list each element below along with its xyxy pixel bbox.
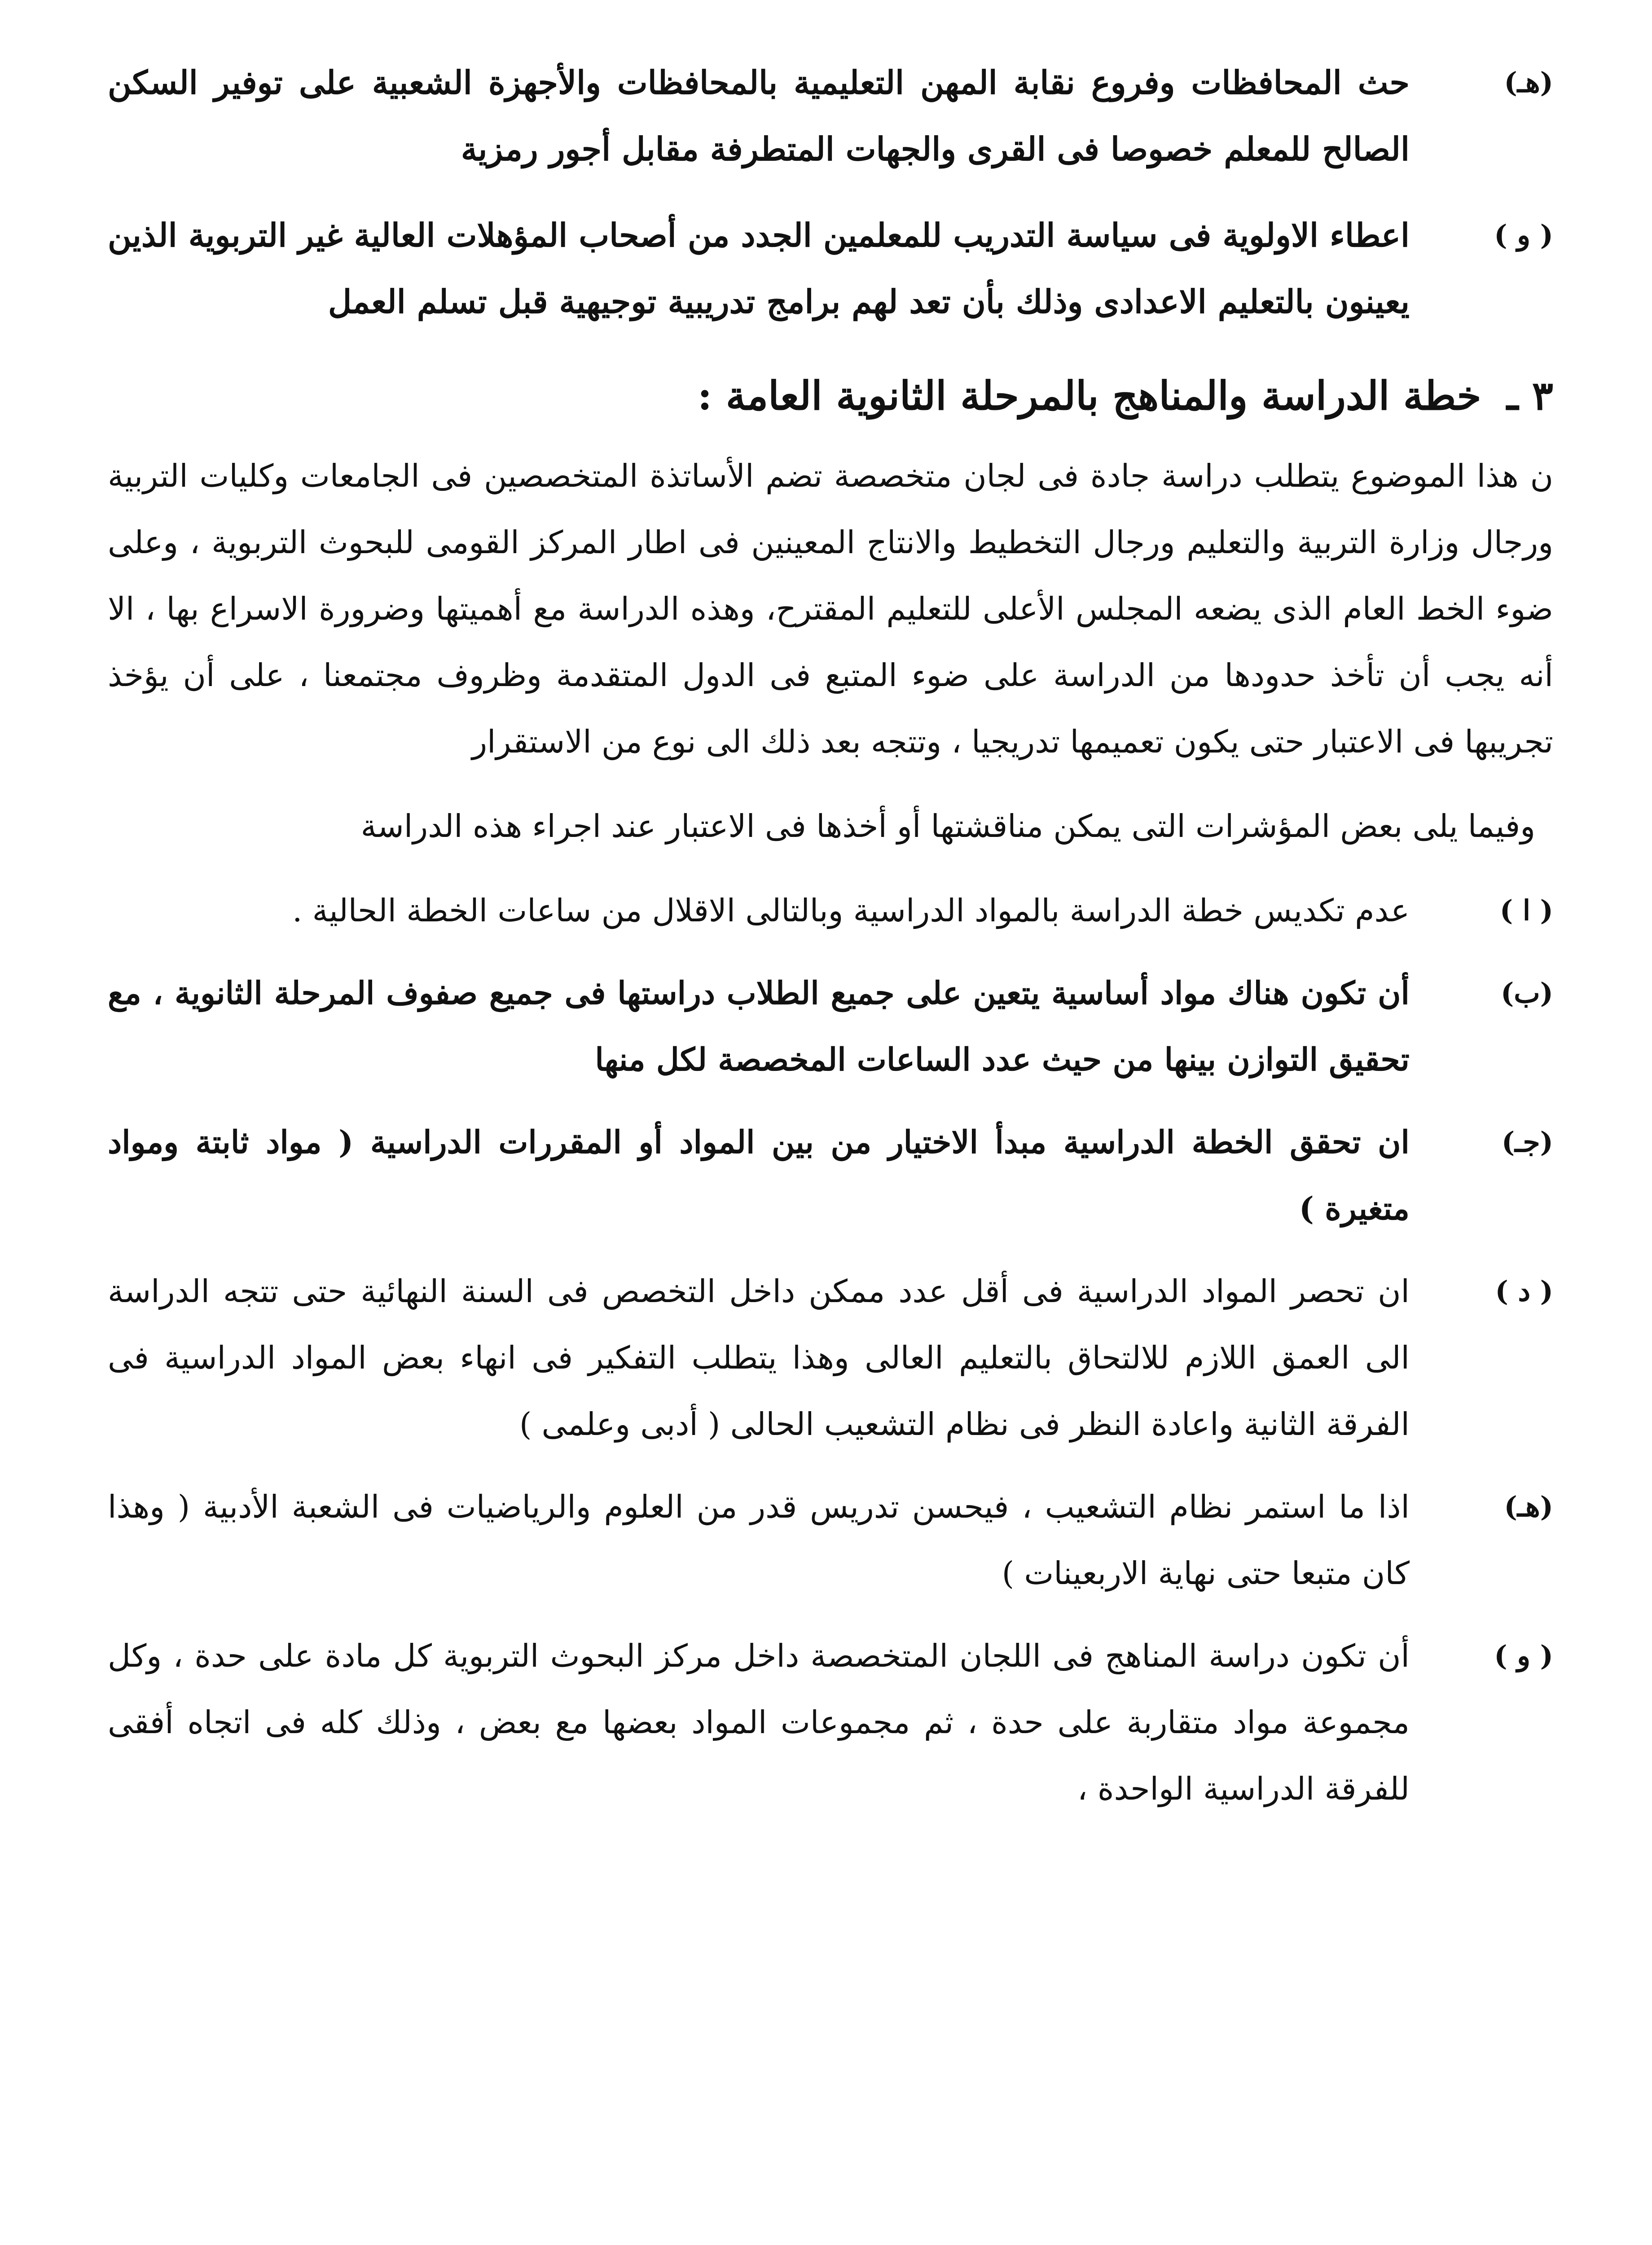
item-marker: (ب) [1500,977,1553,1009]
section-number: ٣ ـ [1507,372,1553,419]
item-marker: (هـ) [1504,66,1553,99]
section-title: خطة الدراسة والمناهج بالمرحلة الثانوية العامة : [697,372,1481,419]
list-item [108,960,1553,1093]
body-paragraph: وفيما يلى بعض المؤشرات التى يمكن مناقشتها أو أخذها فى الاعتبار عند اجراء هذه الدراسة [360,808,1535,845]
item-marker: ( و ) [1494,219,1553,251]
list-item [108,49,1553,182]
list-item [108,1258,1553,1457]
section-heading [108,362,1553,429]
item-marker: (جـ) [1501,1126,1553,1158]
list-item [108,1109,1553,1242]
item-text: ان تحصر المواد الدراسية فى أقل عدد ممكن داخل التخصص فى السنة النهائية حتى تتجه الدراسة الى العمق اللازم للالتحاق بالتعليم العالى وهذا يتطلب التفكير فى انهاء بعض المواد الدراسية فى الفرقة الثانية واعادة النظر فى نظام التشعيب الحالى ( أدبى وعلمى ) [108,1273,1410,1443]
item-marker: ( د ) [1495,1275,1553,1307]
item-marker: ( ا ) [1499,894,1553,927]
item-text: أن تكون هناك مواد أساسية يتعين على جميع الطلاب دراستها فى جميع صفوف المرحلة الثانوية ، مع تحقيق التوازن بينها من حيث عدد الساعات المخصصة لكل منها [108,974,1410,1078]
item-marker: (هـ) [1504,1490,1553,1523]
item-text: عدم تكديس خطة الدراسة بالمواد الدراسية وبالتالى الاقلال من ساعات الخطة الحالية . [292,892,1410,929]
item-text: اعطاء الاولوية فى سياسة التدريب للمعلمين الجدد من أصحاب المؤهلات العالية غير التربوية الذين يعينون بالتعليم الاعدادى وذلك بأن تعد لهم برامج تدريبية توجيهية قبل تسلم العمل [108,216,1410,321]
list-item [108,877,1553,944]
item-marker: ( و ) [1494,1639,1553,1672]
list-item [108,202,1553,335]
body-paragraph: ن هذا الموضوع يتطلب دراسة جادة فى لجان متخصصة تضم الأساتذة المتخصصين فى الجامعات وكليات التربية ورجال وزارة التربية والتعليم ورجال التخطيط والانتاج المعينين فى اطار المركز القومى للبحوث التربوية ، وعلى ضوء الخط العام الذى يضعه المجلس الأعلى للتعليم المقترح، وهذه الدراسة مع أهميتها وضرورة الاسراع بها ، الا أنه يجب أن تأخذ حدودها من الدراسة على ضوء المتبع فى الدول المتقدمة وظروف مجتمعنا ، على أن يؤخذ تجريبها فى الاعتبار حتى يكون تعميمها تدريجيا ، وتتجه بعد ذلك الى نوع من الاستقرار [108,458,1553,760]
list-item [108,1623,1553,1822]
item-text: ان تحقق الخطة الدراسية مبدأ الاختيار من بين المواد أو المقررات الدراسية ( مواد ثابتة ومواد متغيرة ) [108,1123,1410,1227]
list-item [108,1474,1553,1607]
item-text: أن تكون دراسة المناهج فى اللجان المتخصصة داخل مركز البحوث التربوية كل مادة على حدة ، وكل مجموعة مواد متقاربة على حدة ، ثم مجموعات المواد بعضها مع بعض ، وذلك كله فى اتجاه أفقى للفرقة الدراسية الواحدة ، [108,1638,1410,1807]
item-text: اذا ما استمر نظام التشعيب ، فيحسن تدريس قدر من العلوم والرياضيات فى الشعبة الأدبية ( وهذا كان متبعا حتى نهاية الاربعينات ) [108,1488,1410,1592]
item-text: حث المحافظات وفروع نقابة المهن التعليمية بالمحافظات والأجهزة الشعبية على توفير السكن الصالح للمعلم خصوصا فى القرى والجهات المتطرفة مقابل أجور رمزية [108,63,1410,168]
document-page [108,49,1553,1838]
